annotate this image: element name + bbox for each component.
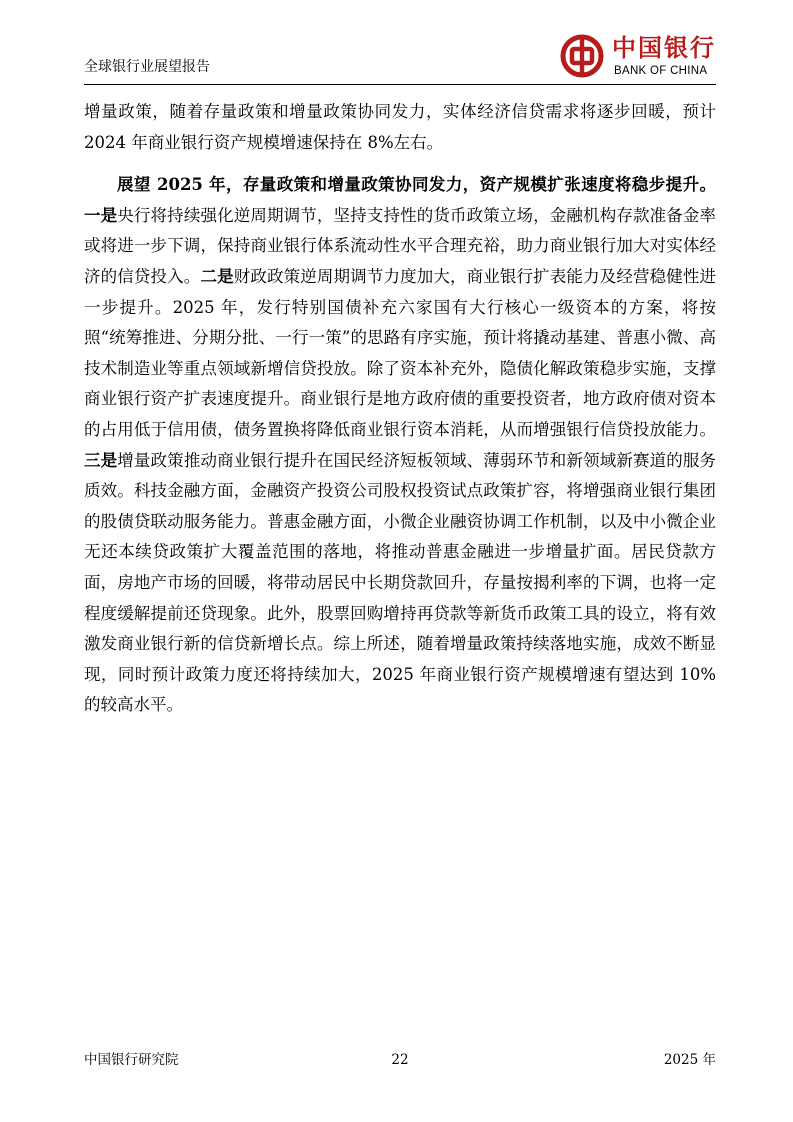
paragraph-2-lead: 展望 2025 年，存量政策和增量政策协同发力，资产规模扩张速度将稳步提升。 xyxy=(117,175,716,195)
paragraph-1: 增量政策，随着存量政策和增量政策协同发力，实体经济信贷需求将逐步回暖，预计 2024 年商业银行资产规模增速保持在 8%左右。 xyxy=(84,102,716,152)
logo-chinese-text: 中国银行 xyxy=(612,33,716,62)
bank-of-china-logo-icon xyxy=(560,34,604,78)
page-footer xyxy=(84,1050,716,1070)
logo-english-text: BANK OF CHINA xyxy=(614,65,708,77)
paragraph-2 xyxy=(84,170,716,721)
point-1-text: 央行将持续强化逆周期调节，坚持支持性的货币政策立场，金融机构存款准备金率或将进一步下调，保持商业银行体系流动性水平合理充裕，助力商业银行加大对实体经济的信贷投入。 xyxy=(84,205,717,286)
point-3-marker: 三是 xyxy=(84,450,118,470)
main-content xyxy=(84,97,716,721)
page-header xyxy=(84,0,716,85)
footer-year: 2025 年 xyxy=(663,1052,716,1068)
bank-logo xyxy=(560,34,716,80)
point-2-marker: 二是 xyxy=(200,266,234,286)
point-3-text: 增量政策推动商业银行提升在国民经济短板领域、薄弱环节和新领域新赛道的服务质效。科技金融方面，金融资产投资公司股权投资试点政策扩容，将增强商业银行集团的股债贷联动服务能力。普惠金融方面，小微企业融资协调工作机制，以及中小微企业无还本续贷政策扩大覆盖范围的落地，将推动普惠金融进一步增量扩面。居民贷款方面，房地产市场的回暖，将带动居民中长期贷款回升，存量按揭利率的下调，也将一定程度缓解提前还贷现象。此外，股票回购增持再贷款等新货币政策工具的设立，将有效激发商业银行新的信贷新增长点。综上所述，随着增量政策持续落地实施，成效不断显现，同时预计政策力度还将持续加大，2025 年商业银行资产规模增速有望达到 10%的较高水平。 xyxy=(84,450,717,715)
report-title: 全球银行业展望报告 xyxy=(84,59,210,75)
point-2-text: 财政政策逆周期调节力度加大，商业银行扩表能力及经营稳健性进一步提升。2025 年，发行特别国债补充六家国有大行核心一级资本的方案，将按照“统筹推进、分期分批、一行一策”的思路有序实施，预计将撬动基建、普惠小微、高技术制造业等重点领域新增信贷投放。除了资本补充外，隐债化解政策稳步实施，支撑商业银行资产扩表速度提升。商业银行是地方政府债的重要投资者，地方政府债对资本的占用低于信用债，债务置换将降低商业银行资本消耗，从而增强银行信贷投放能力。 xyxy=(84,266,717,439)
footer-institution: 中国银行研究院 xyxy=(84,1052,179,1068)
page-number: 22 xyxy=(391,1052,409,1068)
point-1-marker: 一是 xyxy=(84,205,118,225)
